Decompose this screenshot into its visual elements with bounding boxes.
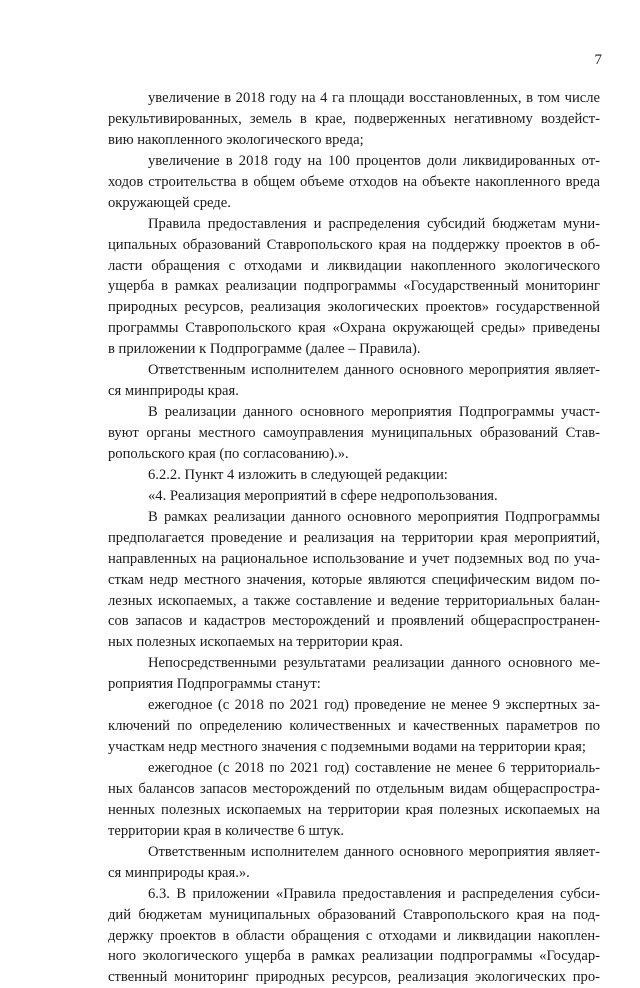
text-line: увеличение в 2018 году на 4 га площади восстановленных, в том числе [148, 90, 600, 106]
text-line: ненных полезных ископаемых на территории края полезных ископаемых на [108, 801, 600, 818]
text-line: ежегодное (с 2018 по 2021 год) составление не менее 6 территориаль- [148, 760, 600, 776]
text-line: территории края в количестве 6 штук. [108, 822, 344, 839]
text-line: в приложении к Подпрограмме (далее – Правила). [108, 341, 421, 358]
text-line: Ответственным исполнителем данного основного мероприятия являет- [148, 362, 600, 379]
text-line: ся минприроды края.». [108, 864, 250, 881]
text-line: «4. Реализация мероприятий в сфере недропользования. [148, 487, 498, 504]
text-line: сов запасов и кадастров месторождений и проявлений общераспространен- [108, 613, 600, 630]
text-line: лезных ископаемых, а также составление и ведение территориальных балан- [108, 592, 600, 609]
text-line: ежегодное (с 2018 по 2021 год) проведение не менее 9 экспертных за- [148, 697, 600, 714]
text-line: вию накопленного экологического вреда; [108, 131, 364, 148]
text-line: увеличение в 2018 году на 100 процентов доли ликвидированных от- [148, 152, 600, 169]
text-line: ципальных образований Ставропольского края на поддержку проектов в об- [108, 236, 600, 253]
page-number: 7 [594, 52, 602, 68]
text-line: ного экологического ущерба в рамках реализации подпрограммы «Государ- [108, 948, 600, 965]
text-line: В рамках реализации данного основного мероприятия Подпрограммы [148, 508, 600, 525]
text-line: 6.2.2. Пункт 4 изложить в следующей редакции: [148, 466, 448, 483]
text-line: ных балансов запасов месторождений по отдельным видам общераспростра- [108, 780, 600, 797]
text-line: ходов строительства в общем объеме отходов на объекте накопленного вреда [108, 173, 600, 190]
text-line: ропольского края (по согласованию).». [108, 445, 349, 462]
text-line: рекультивированных, земель в крае, подверженных негативному воздейст- [108, 110, 600, 127]
text-line: ключений по определению количественных и качественных параметров по [108, 718, 600, 735]
text-line: окружающей среде. [108, 194, 231, 211]
text-line: ных полезных ископаемых на территории края. [108, 634, 403, 651]
text-line: Непосредственными результатами реализации данного основного ме- [148, 655, 600, 672]
text-line: держку проектов в области обращения с отходами и ликвидации накоплен- [108, 927, 600, 944]
text-line: ласти обращения с отходами и ликвидации накопленного экологического [108, 257, 600, 274]
text-line: дий бюджетам муниципальных образований Ставропольского края на под- [108, 906, 600, 923]
text-line: сткам недр местного значения, которые являются специфическим видом по- [108, 571, 600, 588]
text-line: Ответственным исполнителем данного основного мероприятия являет- [148, 843, 600, 860]
text-line: программы Ставропольского края «Охрана окружающей среды» приведены [108, 320, 600, 337]
text-line: роприятия Подпрограммы станут: [108, 676, 321, 693]
text-line: участкам недр местного значения с подземными водами на территории края; [108, 739, 586, 756]
text-line: природных ресурсов, реализация экологических проектов» государственной [108, 299, 600, 316]
text-line: предполагается проведение и реализация на территории края мероприятий, [108, 529, 600, 546]
text-line: 6.3. В приложении «Правила предоставления и распределения субси- [148, 885, 600, 902]
text-line: ущерба в рамках реализации подпрограммы «Государственный мониторинг [108, 278, 600, 295]
text-line: Правила предоставления и распределения субсидий бюджетам муни- [148, 215, 600, 232]
text-line: ся минприроды края. [108, 383, 239, 400]
text-line: В реализации данного основного мероприятия Подпрограммы участ- [148, 404, 600, 421]
text-line: вуют органы местного самоуправления муниципальных образований Став- [108, 425, 600, 441]
text-line: направленных на рациональное использование и учет подземных вод по уча- [108, 550, 600, 567]
document-body [108, 88, 600, 988]
text-line: ственный мониторинг природных ресурсов, реализация экологических про- [108, 969, 600, 986]
